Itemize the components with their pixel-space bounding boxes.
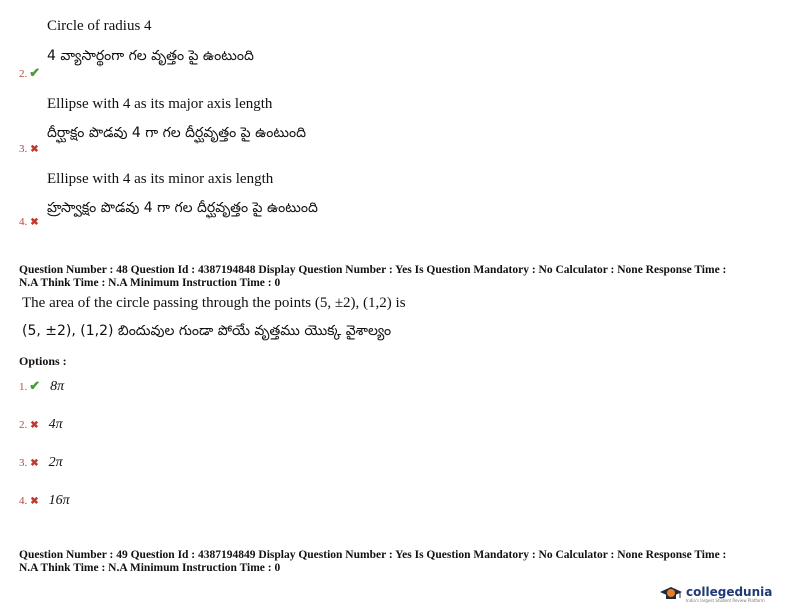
prev-option-2-marker	[19, 64, 40, 82]
option-number: 4.	[19, 216, 28, 228]
question-49-meta-line2: N.A Think Time : N.A Minimum Instruction Time : 0	[19, 562, 281, 574]
collegedunia-logo	[658, 584, 772, 604]
options-label: Options :	[19, 354, 67, 368]
check-icon: ✔	[29, 378, 41, 393]
prev-option-4-telugu: హ్రస్వాక్షం పొడవు 4 గా గల దీర్ఘవృత్తం పై ఉంటుంది	[47, 200, 318, 216]
prev-option-3-marker	[19, 139, 39, 157]
prev-option-3-english: Ellipse with 4 as its major axis length	[47, 96, 273, 112]
prev-option-2-telugu: 4 వ్యాసార్థంగా గల వృత్తం పై ఉంటుంది	[47, 48, 254, 64]
question-48-meta-line2: N.A Think Time : N.A Minimum Instruction Time : 0	[19, 277, 281, 289]
option-number: 2.	[19, 419, 28, 431]
brand-tagline: India's largest Student Review Platform	[686, 597, 765, 603]
cross-icon: ✖	[30, 217, 39, 228]
option-value: 2π	[48, 455, 63, 470]
question-48-english: The area of the circle passing through the points (5, ±2), (1,2) is	[22, 295, 406, 311]
prev-option-3-telugu: దీర్ఘాక్షం పొడవు 4 గా గల దీర్ఘవృత్తం పై ఉంటుంది	[47, 125, 306, 141]
option-number: 1.	[19, 381, 28, 393]
prev-option-2-english: Circle of radius 4	[47, 18, 152, 34]
question-48-telugu: (5, ±2), (1,2) బిందువుల గుండా పోయే వృత్తము యొక్క వైశాల్యం	[22, 323, 392, 339]
cross-icon: ✖	[30, 420, 39, 431]
q48-option-3	[19, 453, 63, 471]
option-number: 3.	[19, 457, 28, 469]
prev-option-4-english: Ellipse with 4 as its minor axis length	[47, 171, 274, 187]
cross-icon: ✖	[30, 496, 39, 507]
option-number: 2.	[19, 68, 28, 80]
option-value: 4π	[48, 417, 63, 432]
option-value: 16π	[48, 493, 70, 508]
q48-option-1	[19, 377, 64, 395]
cross-icon: ✖	[30, 144, 39, 155]
graduation-cap-icon	[658, 584, 684, 604]
cross-icon: ✖	[30, 458, 39, 469]
question-49-meta-line1: Question Number : 49 Question Id : 4387194849 Display Question Number : Yes Is Question Mandatory : No Calculator : None Response Time :	[19, 549, 727, 561]
option-number: 4.	[19, 495, 28, 507]
prev-option-4-marker	[19, 212, 39, 230]
brand-name: collegedunia	[686, 584, 773, 599]
q48-option-2	[19, 415, 63, 433]
q48-option-4	[19, 491, 70, 509]
option-number: 3.	[19, 143, 28, 155]
option-value: 8π	[50, 379, 65, 394]
check-icon: ✔	[29, 65, 41, 80]
question-48-meta-line1: Question Number : 48 Question Id : 4387194848 Display Question Number : Yes Is Question Mandatory : No Calculator : None Response Time :	[19, 264, 727, 276]
